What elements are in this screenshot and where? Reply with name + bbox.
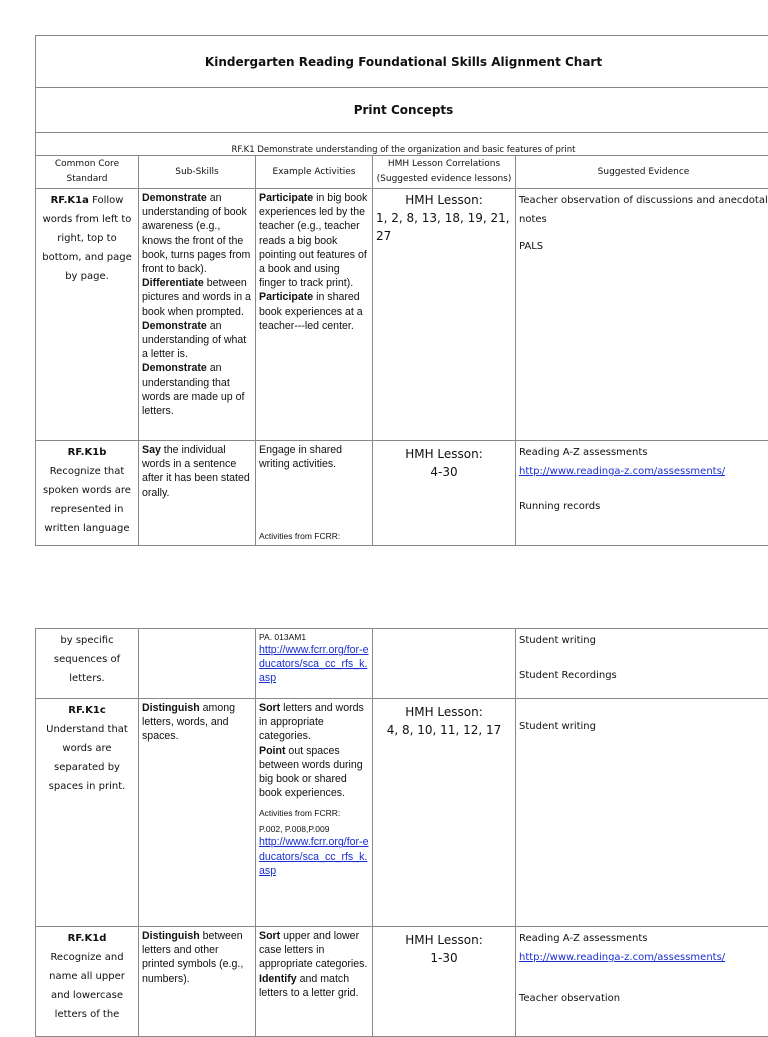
table-row [36,699,768,927]
evidence-cell: Teacher observation of discussions and anecdotal notes PALS [516,189,768,441]
standard-cell: RF.K1c Understand that words are separated by spaces in print. [36,699,139,927]
standard-text: Follow words from left to right, top to bottom, and page by page. [42,195,132,282]
standard-cell: RF.K1b Recognize that spoken words are represented in written language [36,441,139,546]
standard-cell: RF.K1d Recognize and name all upper and lowercase letters of the [36,927,139,1037]
evidence-cell: Student writing [516,699,768,927]
evidence-cell: Reading A-Z assessments http://www.readinga-z.com/assessments/ Teacher observation [516,927,768,1037]
hmh-cell: HMH Lesson: 4, 8, 10, 11, 12, 17 [373,699,516,927]
header-common-core: Common Core Standard [36,156,139,189]
column-headers [36,156,768,189]
evidence-cell: Student writing Student Recordings [516,629,768,699]
evidence-cell: Reading A-Z assessments http://www.readinga-z.com/assessments/ Running records [516,441,768,546]
sub-skills-cell: Demonstrate an understanding of book awareness (e.g., knows the front of the book, turns pages from front to back). Differentiate between pictures and words in a book when prompted. Demonstrate an understanding of what a letter is. Demonstrate an understanding that words are made up of letters. [139,189,256,441]
document-title: Kindergarten Reading Foundational Skills Alignment Chart [36,36,768,88]
standard-cell: by specific sequences of letters. [36,629,139,699]
fcrr-link[interactable]: http://www.fcrr.org/for-educators/sca_cc_rfs_k.asp [259,836,369,876]
activities-cell: Sort upper and lower case letters in appropriate categories. Identify and match letters to a letter grid. [256,927,373,1037]
activities-cell: Sort letters and words in appropriate categories. Point out spaces between words during big book or shared book experiences. Activities from FCRR: P.002, P.008,P.009 http://www.fcrr.org/for-educators/sca_cc_rfs_k.asp [256,699,373,927]
activities-cell: PA. 013AM1 http://www.fcrr.org/for-educators/sca_cc_rfs_k.asp [256,629,373,699]
readinga-z-link[interactable]: http://www.readinga-z.com/assessments/ [519,466,725,477]
readinga-z-link[interactable]: http://www.readinga-z.com/assessments/ [519,952,725,963]
standard-cell [36,189,139,441]
sub-skills-cell: Distinguish between letters and other printed symbols (e.g., numbers). [139,927,256,1037]
hmh-cell: HMH Lesson: 4-30 [373,441,516,546]
hmh-cell [373,629,516,699]
alignment-table-page1 [35,35,768,546]
header-sub-skills: Sub-Skills [139,156,256,189]
sub-skills-cell [139,629,256,699]
table-row [36,441,768,546]
sub-skills-cell: Say the individual words in a sentence after it has been stated orally. [139,441,256,546]
header-suggested-evidence: Suggested Evidence [516,156,768,189]
activities-cell: Participate in big book experiences led by the teacher (e.g., teacher reads a big book pointing out features of a book and using finger to track print). Participate in shared book experiences at a teacher---led center. [256,189,373,441]
sub-skills-cell: Distinguish among letters, words, and spaces. [139,699,256,927]
standard-heading: RF.K1 Demonstrate understanding of the organization and basic features of print [36,133,768,156]
fcrr-link[interactable]: http://www.fcrr.org/for-educators/sca_cc_rfs_k.asp [259,644,369,684]
header-example-activities: Example Activities [256,156,373,189]
table-row [36,189,768,441]
table-row [36,927,768,1037]
section-title: Print Concepts [36,88,768,133]
hmh-cell: HMH Lesson: 1, 2, 8, 13, 18, 19, 21, 27 [373,189,516,441]
alignment-table-page2 [35,628,768,1037]
header-hmh-lessons: HMH Lesson Correlations (Suggested evidence lessons) [373,156,516,189]
hmh-cell: HMH Lesson: 1-30 [373,927,516,1037]
activities-cell: Engage in shared writing activities. Activities from FCRR: [256,441,373,546]
standard-code: RF.K1a [51,195,89,206]
table-row [36,629,768,699]
